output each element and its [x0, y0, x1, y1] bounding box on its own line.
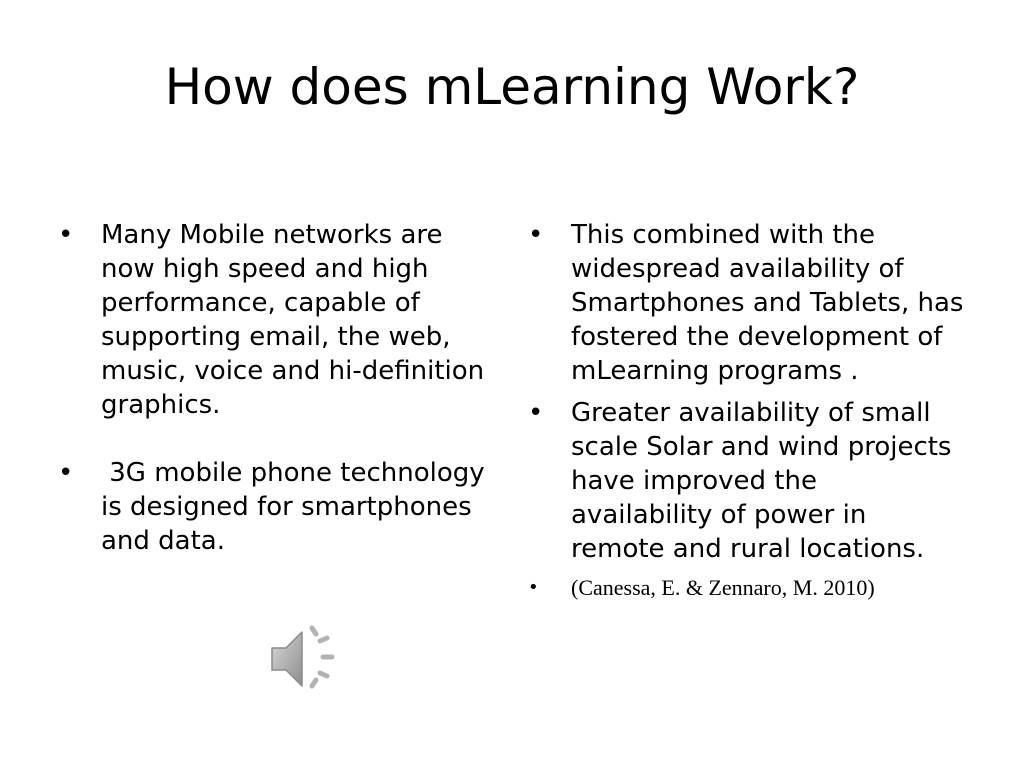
bullet-item [526, 218, 966, 388]
bullet-text: Many Mobile networks are now high speed and high performance, capable of supporting email, the web, music, voice and hi-definition graphics. [101, 220, 485, 420]
bullet-marker: • [58, 220, 74, 250]
bullet-marker: • [58, 458, 74, 488]
bullet-marker: • [528, 577, 539, 598]
bullet-text: Greater availability of small scale Solar and wind projects have improved the availability of power in remote and rural locations. [571, 398, 952, 564]
bullet-text: This combined with the widespread availability of Smartphones and Tablets, has fostered the development of mLearning programs . [571, 220, 964, 386]
left-bullet-list [56, 218, 496, 558]
right-bullet-list [526, 218, 966, 602]
bullet-item [526, 396, 966, 566]
speaker-audio-icon[interactable] [266, 624, 340, 694]
bullet-item [56, 218, 496, 422]
bullet-item [56, 456, 496, 558]
citation-item [526, 574, 966, 602]
speaker-audio-icon-graphic [266, 624, 340, 694]
bullet-marker: • [528, 398, 544, 428]
slide-title: How does mLearning Work? [164, 58, 860, 116]
citation-text: (Canessa, E. & Zennaro, M. 2010) [571, 575, 875, 600]
bullet-marker: • [528, 220, 544, 250]
bullet-text: 3G mobile phone technology is designed for smartphones and data. [101, 458, 493, 556]
